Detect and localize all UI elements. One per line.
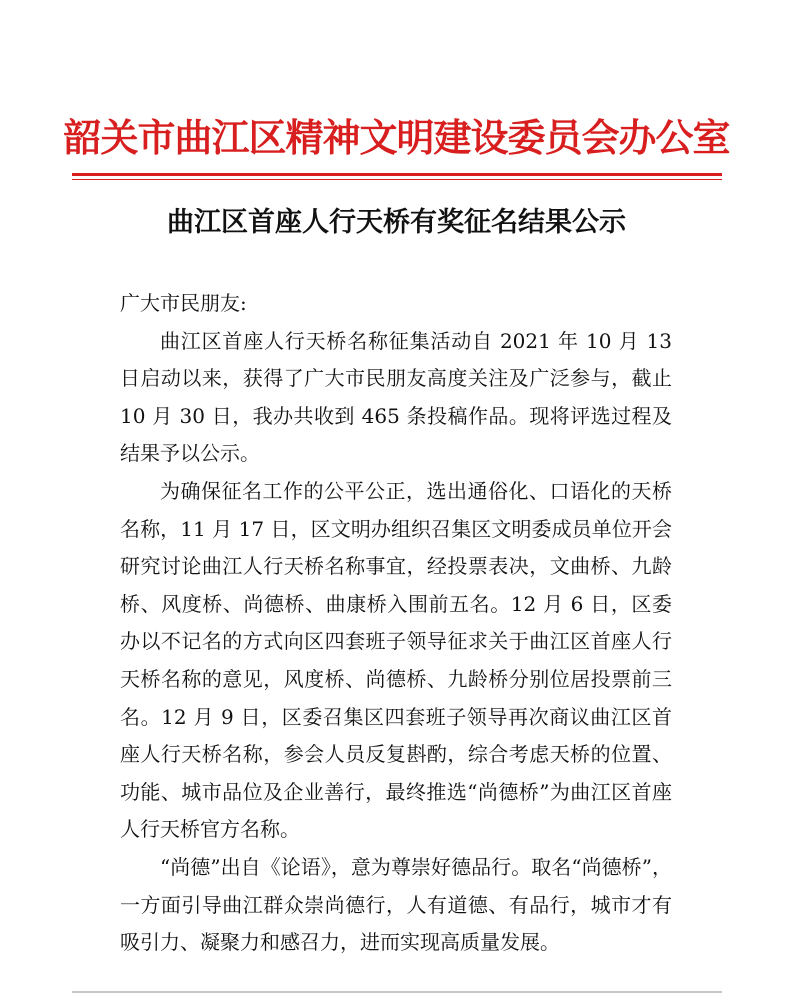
page-bottom-divider — [72, 991, 722, 993]
red-header-rule-thin — [72, 179, 722, 180]
issuing-office-title: 韶关市曲江区精神文明建设委员会办公室 — [63, 116, 730, 160]
document-title: 曲江区首座人行天桥有奖征名结果公示 — [167, 207, 626, 238]
paragraph-meaning: “尚德”出自《论语》，意为尊崇好德品行。取名“尚德桥”，一方面引导曲江群众崇尚德行，人有道德、有品行，城市才有吸引力、凝聚力和感召力，进而实现高质量发展。 — [120, 854, 672, 955]
paragraph-process: 为确保征名工作的公平公正，选出通俗化、口语化的天桥名称，11 月 17 日，区文明办组织召集区文明委成员单位开会研究讨论曲江人行天桥名称事宜，经投票表决，文曲桥、九龄桥、风度桥、尚德桥、曲康桥入围前五名。12 月 6 日，区委办以不记名的方式向区四套班子领导征求关于曲江区首座人行天桥名称的意见，风度桥、尚德桥、九龄桥分别位居投票前三名。12 月 9 日，区委召集区四套班子领导再次商议曲江区首座人行天桥名称，参会人员反复斟酌，综合考虑天桥的位置、功能、城市品位及企业善行，最终推选“尚德桥”为曲江区首座人行天桥官方名称。 — [120, 478, 672, 842]
paragraph-intro: 曲江区首座人行天桥名称征集活动自 2021 年 10 月 13 日启动以来，获得了广大市民朋友高度关注及广泛参与，截止 10 月 30 日，我办共收到 465 条投稿作品。现将评选过程及结果予以公示。 — [120, 328, 672, 466]
document-body — [120, 285, 672, 962]
red-header-rule-thick — [72, 173, 722, 176]
salutation: 广大市民朋友: — [120, 291, 247, 315]
